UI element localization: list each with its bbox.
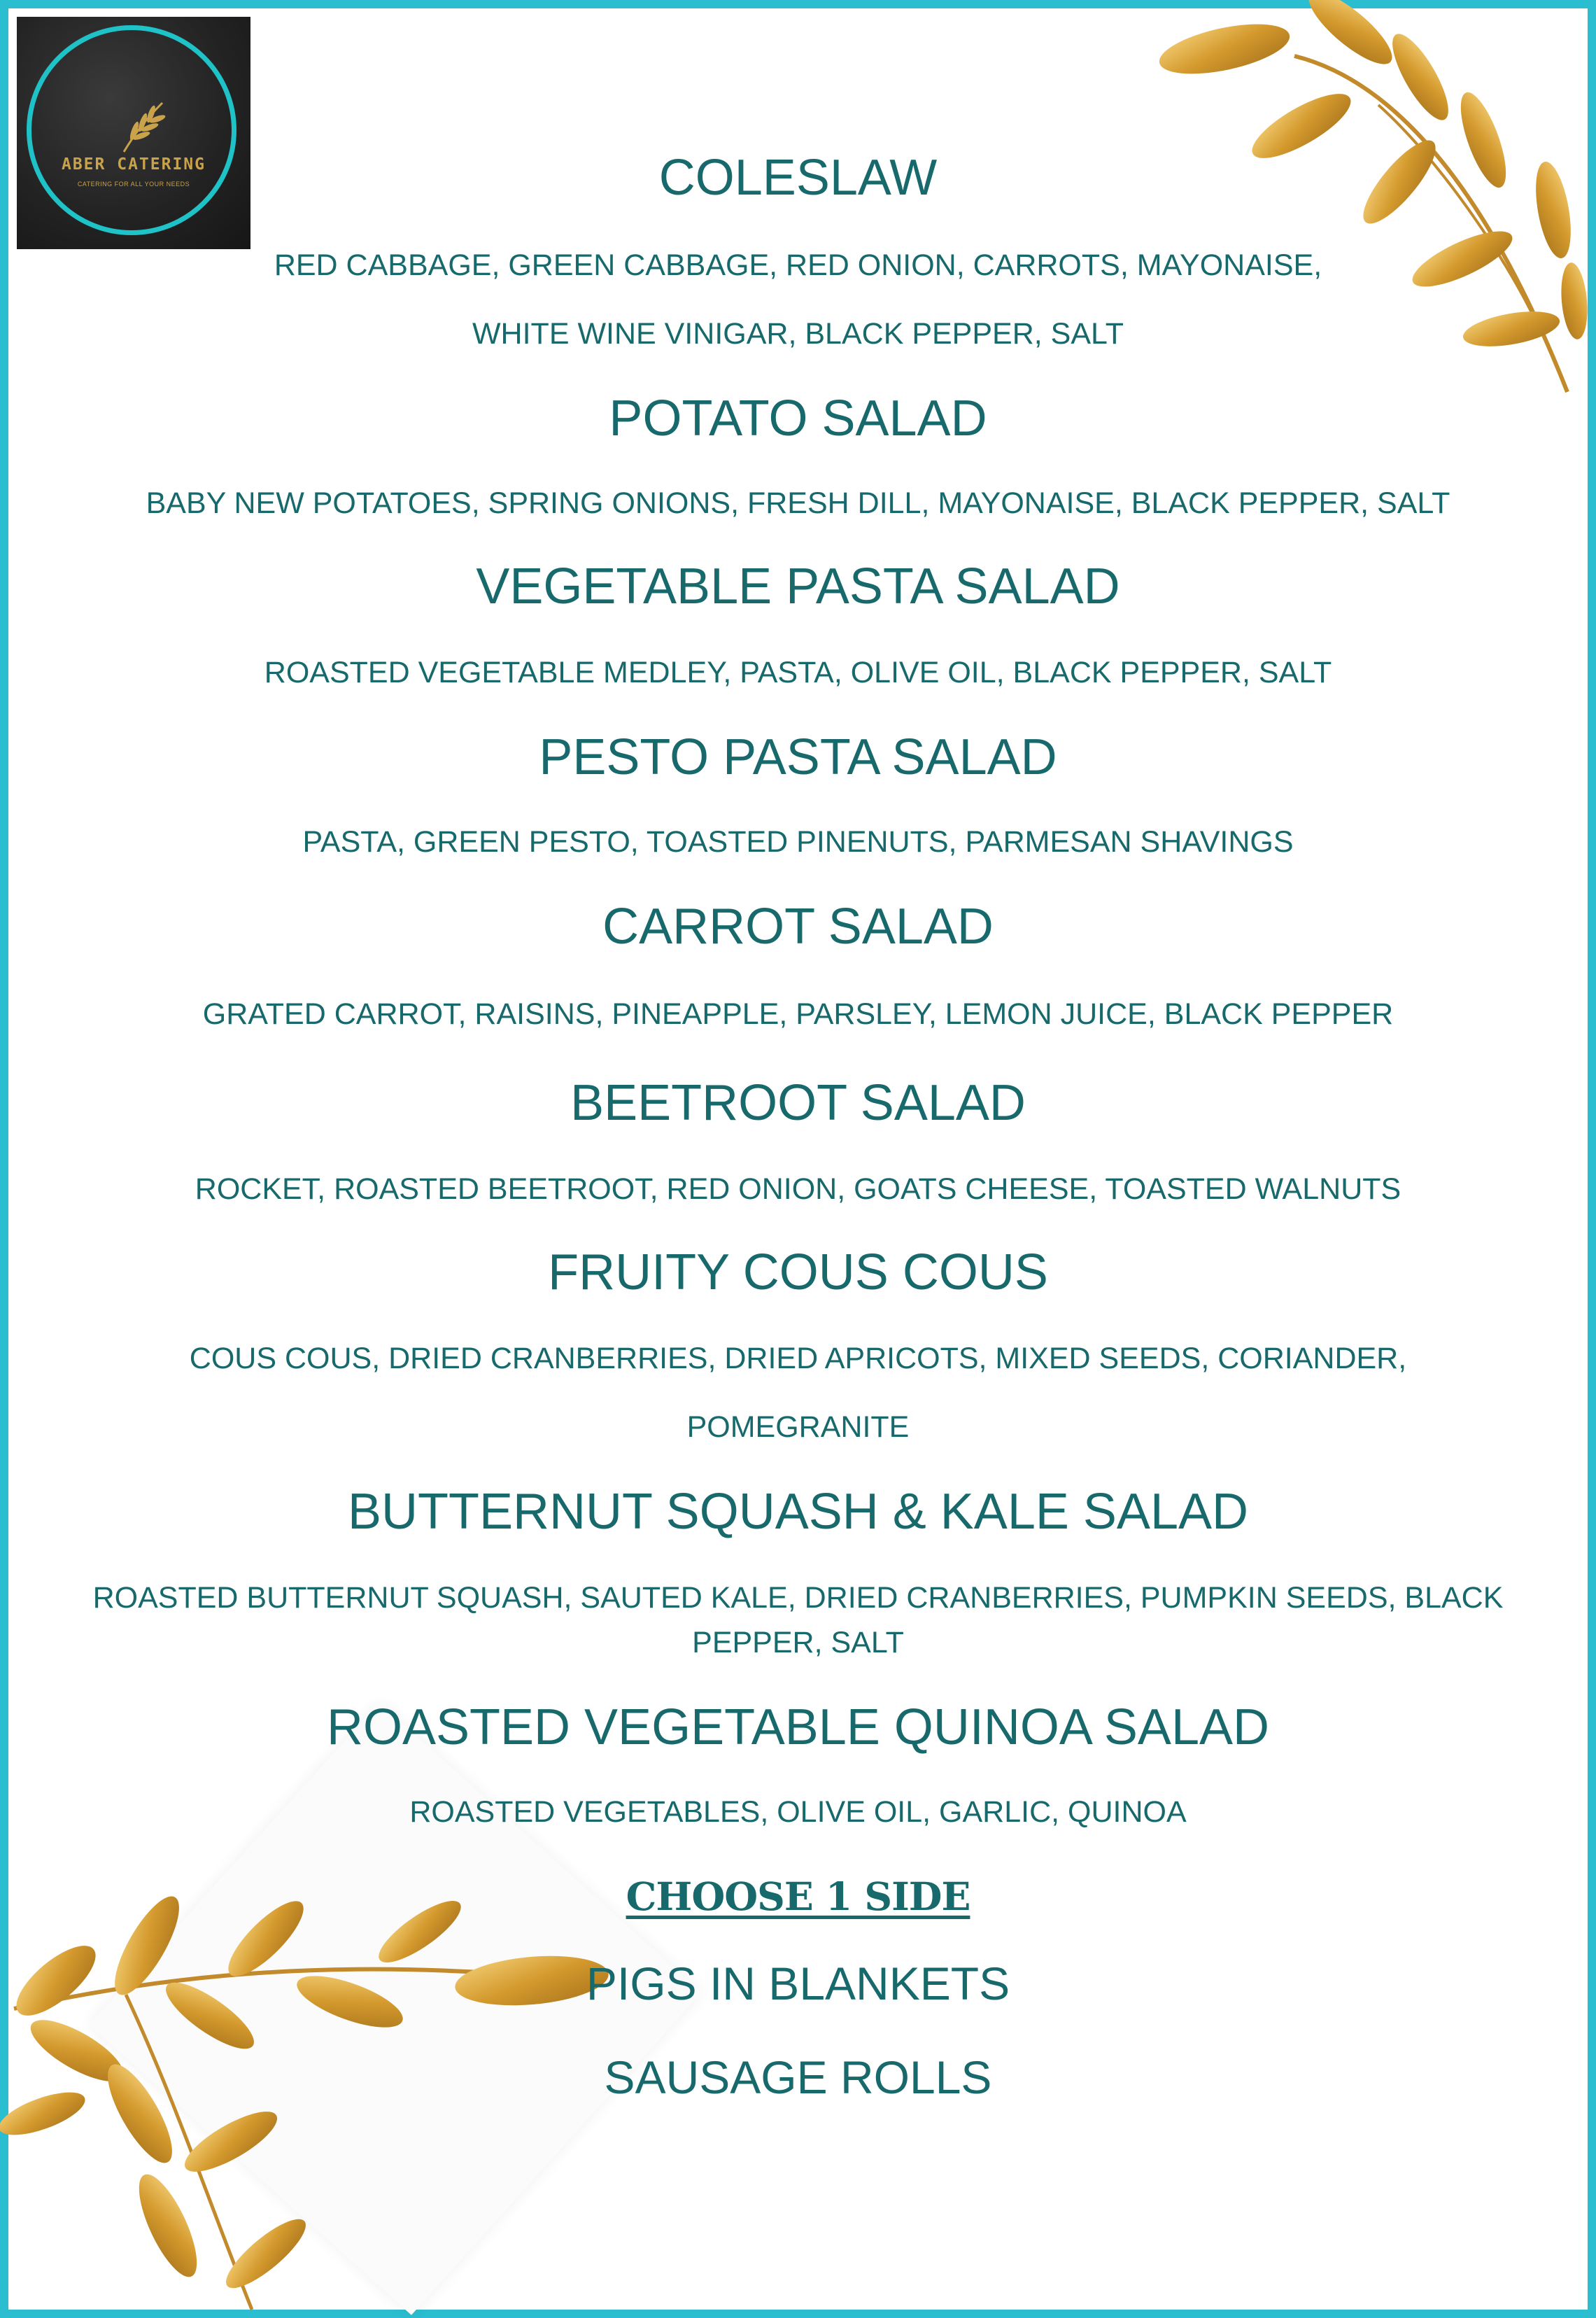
salad-title: BUTTERNUT SQUASH & KALE SALAD bbox=[348, 1484, 1248, 1540]
salad-description: COUS COUS, DRIED CRANBERRIES, DRIED APRICOTS, MIXED SEEDS, CORIANDER, bbox=[189, 1342, 1407, 1375]
salad-title: PESTO PASTA SALAD bbox=[539, 729, 1057, 785]
salad-description: ROASTED VEGETABLES, OLIVE OIL, GARLIC, QUINOA bbox=[409, 1795, 1187, 1829]
salad-description: POMEGRANITE bbox=[686, 1410, 910, 1444]
salad-title: COLESLAW bbox=[658, 150, 938, 206]
salad-description: ROASTED VEGETABLE MEDLEY, PASTA, OLIVE OIL, BLACK PEPPER, SALT bbox=[264, 656, 1332, 689]
salad-title: BEETROOT SALAD bbox=[570, 1075, 1026, 1131]
logo-tagline: CATERING FOR ALL YOUR NEEDS bbox=[77, 181, 190, 188]
salad-description: PASTA, GREEN PESTO, TOASTED PINENUTS, PARMESAN SHAVINGS bbox=[302, 825, 1294, 859]
logo-name: ABER CATERING bbox=[61, 155, 206, 174]
salad-title: FRUITY COUS COUS bbox=[548, 1244, 1048, 1300]
side-item: PIGS IN BLANKETS bbox=[586, 1958, 1010, 2009]
salad-description: RED CABBAGE, GREEN CABBAGE, RED ONION, CARROTS, MAYONAISE, bbox=[274, 248, 1322, 282]
salad-title: ROASTED VEGETABLE QUINOA SALAD bbox=[326, 1699, 1270, 1755]
salad-description: ROCKET, ROASTED BEETROOT, RED ONION, GOATS CHEESE, TOASTED WALNUTS bbox=[195, 1172, 1401, 1206]
salad-description: PEPPER, SALT bbox=[692, 1626, 904, 1659]
salad-description: ROASTED BUTTERNUT SQUASH, SAUTED KALE, DRIED CRANBERRIES, PUMPKIN SEEDS, BLACK bbox=[92, 1581, 1504, 1615]
salad-title: CARROT SALAD bbox=[602, 899, 994, 955]
sides-heading: CHOOSE 1 SIDE bbox=[626, 1874, 970, 1919]
salad-title: VEGETABLE PASTA SALAD bbox=[476, 559, 1120, 614]
salad-description: BABY NEW POTATOES, SPRING ONIONS, FRESH DILL, MAYONAISE, BLACK PEPPER, SALT bbox=[146, 486, 1450, 520]
side-item: SAUSAGE ROLLS bbox=[604, 2051, 992, 2103]
salad-description: WHITE WINE VINIGAR, BLACK PEPPER, SALT bbox=[472, 317, 1124, 351]
salad-title: POTATO SALAD bbox=[609, 391, 987, 447]
salad-description: GRATED CARROT, RAISINS, PINEAPPLE, PARSLEY, LEMON JUICE, BLACK PEPPER bbox=[202, 997, 1394, 1031]
